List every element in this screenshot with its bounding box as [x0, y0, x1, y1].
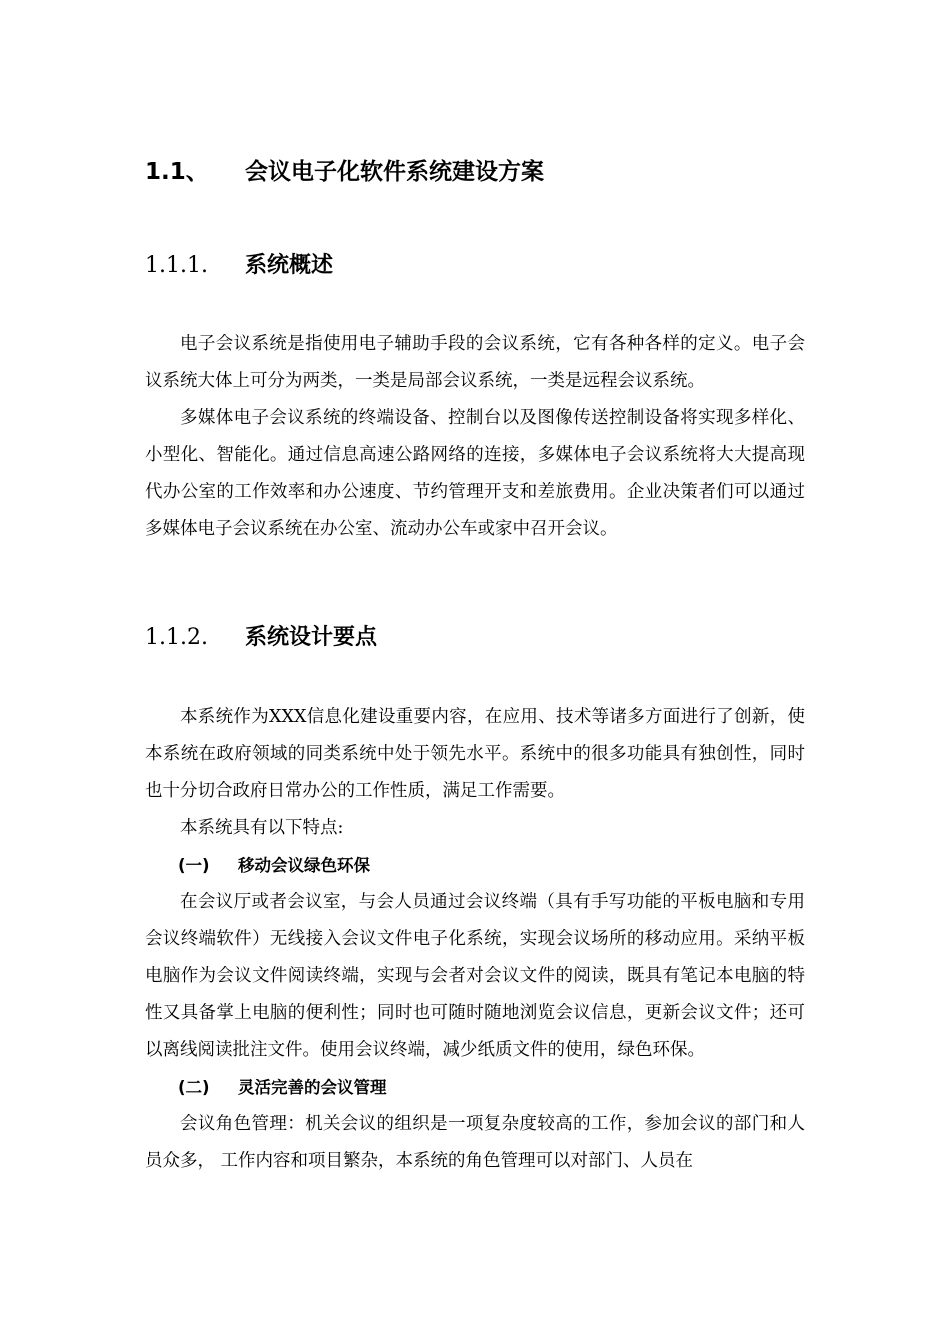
overview-heading	[145, 248, 333, 284]
design-body	[145, 699, 805, 1180]
overview-title: 系统概述	[245, 253, 334, 278]
feature-heading-1	[145, 847, 805, 884]
design-intro: 本系统作为XXX信息化建设重要内容，在应用、技术等诸多方面进行了创新，使本系统在政府领域的同类系统中处于领先水平。系统中的很多功能具有独创性，同时也十分切合政府日常办公的工作性质，满足工作需要。	[145, 707, 805, 801]
design-number: 1.1.2.	[145, 625, 208, 650]
feature-title-2: 灵活完善的会议管理	[238, 1078, 387, 1097]
overview-paragraph-1: 电子会议系统是指使用电子辅助手段的会议系统，它有各种各样的定义。电子会议系统大体上可分为两类，一类是局部会议系统，一类是远程会议系统。	[145, 334, 805, 391]
section-title: 会议电子化软件系统建设方案	[245, 159, 544, 185]
overview-body	[145, 326, 805, 548]
features-lead: 本系统具有以下特点:	[180, 818, 344, 838]
section-number: 1.1、	[145, 159, 209, 185]
feature-text-2: 会议角色管理：机关会议的组织是一项复杂度较高的工作，参加会议的部门和人员众多， 工作内容和项目繁杂，本系统的角色管理可以对部门、人员在	[145, 1114, 805, 1171]
feature-marker-2: (二)	[178, 1078, 210, 1097]
design-title: 系统设计要点	[245, 625, 378, 650]
overview-paragraph-2: 多媒体电子会议系统的终端设备、控制台以及图像传送控制设备将实现多样化、小型化、智能化。通过信息高速公路网络的连接，多媒体电子会议系统将大大提高现代办公室的工作效率和办公速度、节约管理开支和差旅费用。企业决策者们可以通过多媒体电子会议系统在办公室、流动办公车或家中召开会议。	[145, 408, 805, 539]
feature-heading-2	[145, 1069, 805, 1106]
feature-title-1: 移动会议绿色环保	[238, 856, 370, 875]
design-heading	[145, 620, 377, 656]
section-heading	[145, 152, 544, 192]
feature-marker-1: (一)	[178, 856, 210, 875]
overview-number: 1.1.1.	[145, 253, 208, 278]
feature-text-1: 在会议厅或者会议室，与会人员通过会议终端（具有手写功能的平板电脑和专用会议终端软件）无线接入会议文件电子化系统，实现会议场所的移动应用。采纳平板电脑作为会议文件阅读终端，实现与会者对会议文件的阅读，既具有笔记本电脑的特性又具备掌上电脑的便利性；同时也可随时随地浏览会议信息，更新会议文件；还可以离线阅读批注文件。使用会议终端，减少纸质文件的使用，绿色环保。	[145, 892, 805, 1060]
